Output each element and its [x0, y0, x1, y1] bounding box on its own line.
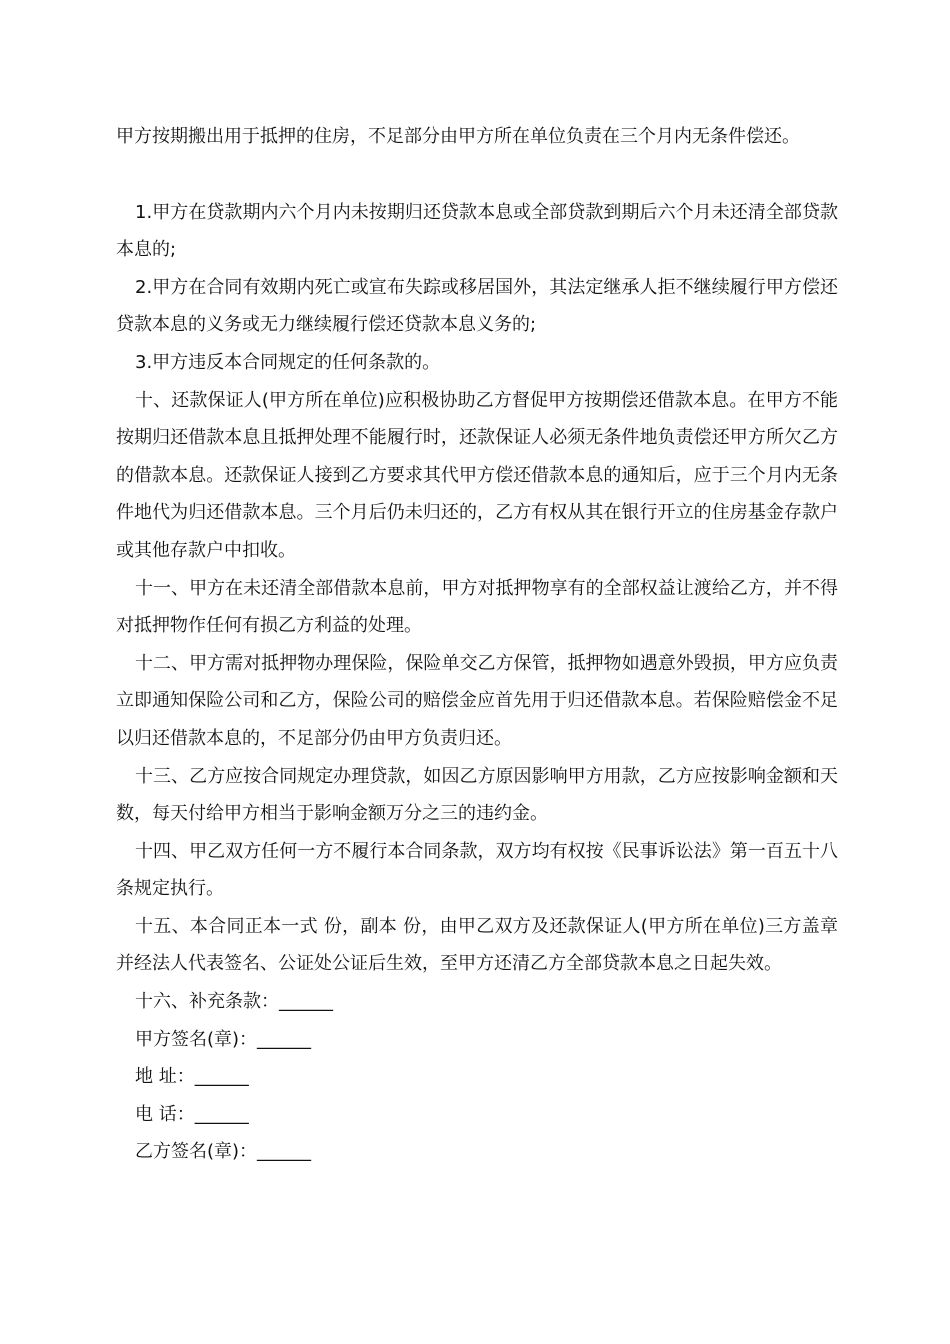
phone-field: 电 话：______	[135, 1103, 249, 1125]
list-item-3: 3.甲方违反本合同规定的任何条款的。	[135, 351, 441, 373]
clause-16-supplementary: 十六、补充条款：______	[135, 991, 333, 1013]
clause-15: 十五、本合同正本一式 份，副本 份，由甲乙双方及还款保证人(甲方所在单位)三方盖章并经法人代表签名、公证处公证后生效，至甲方还清乙方全部贷款本息之日起失效。	[116, 915, 838, 975]
paragraph-continuation: 甲方按期搬出用于抵押的住房，不足部分由甲方所在单位负责在三个月内无条件偿还。	[116, 126, 800, 147]
clause-12: 十二、甲方需对抵押物办理保险，保险单交乙方保管，抵押物如遇意外毁损，甲方应负责立即通知保险公司和乙方，保险公司的赔偿金应首先用于归还借款本息。若保险赔偿金不足以归还借款本息的，不足部分仍由甲方负责归还。	[116, 652, 838, 749]
clause-11: 十一、甲方在未还清全部借款本息前，甲方对抵押物享有的全部权益让渡给乙方，并不得对抵押物作任何有损乙方利益的处理。	[116, 577, 838, 637]
list-item-2: 2.甲方在合同有效期内死亡或宣布失踪或移居国外，其法定继承人拒不继续履行甲方偿还贷款本息的义务或无力继续履行偿还贷款本息义务的;	[116, 276, 838, 336]
clause-10: 十、还款保证人(甲方所在单位)应积极协助乙方督促甲方按期偿还借款本息。在甲方不能按期归还借款本息且抵押处理不能履行时，还款保证人必须无条件地负责偿还甲方所欠乙方的借款本息。还款保证人接到乙方要求其代甲方偿还借款本息的通知后，应于三个月内无条件地代为归还借款本息。三个月后仍未归还的，乙方有权从其在银行开立的住房基金存款户或其他存款户中扣收。	[116, 389, 838, 561]
document-body	[116, 118, 838, 1171]
clause-13: 十三、乙方应按合同规定办理贷款，如因乙方原因影响甲方用款，乙方应按影响金额和天数，每天付给甲方相当于影响金额万分之三的违约金。	[116, 765, 838, 825]
party-b-signature-field: 乙方签名(章)：______	[135, 1141, 312, 1163]
list-item-1: 1.甲方在贷款期内六个月内未按期归还贷款本息或全部贷款到期后六个月未还清全部贷款本息的;	[116, 201, 838, 261]
clause-14: 十四、甲乙双方任何一方不履行本合同条款，双方均有权按《民事诉讼法》第一百五十八条规定执行。	[116, 840, 838, 900]
address-field: 地 址：______	[135, 1066, 249, 1088]
party-a-signature-field: 甲方签名(章)：______	[135, 1028, 312, 1050]
